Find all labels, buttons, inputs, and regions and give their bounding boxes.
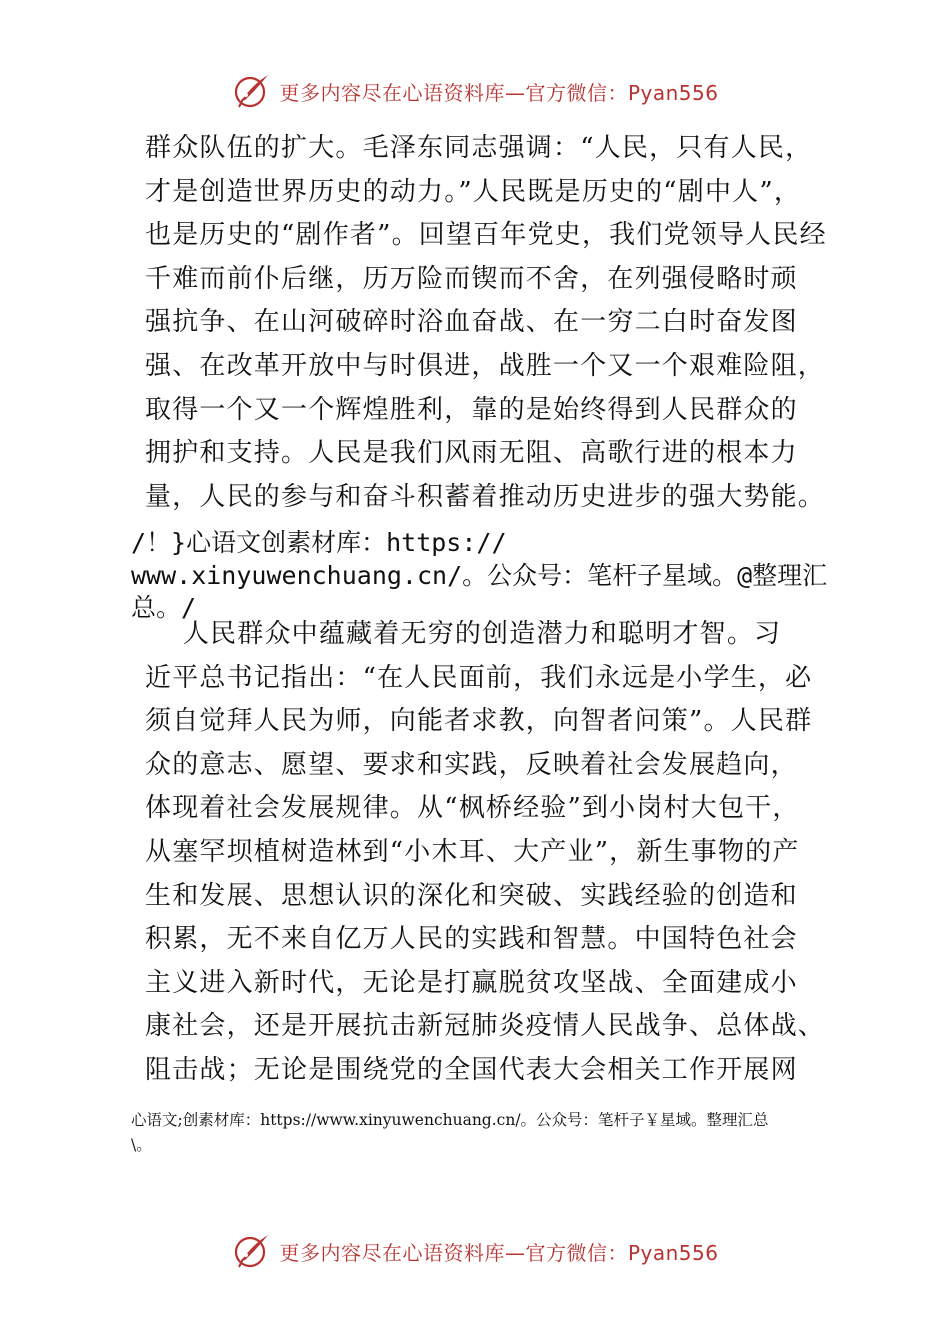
watermark-line: /！}心语文创素材库：https:// — [131, 528, 507, 557]
paragraph-1 — [145, 127, 825, 519]
text-line: 主义进入新时代，无论是打赢脱贫攻坚战、全面建成小 — [145, 967, 798, 998]
text-line: 拥护和支持。人民是我们风雨无阻、高歌行进的根本力 — [145, 438, 798, 469]
feather-pen-logo-icon — [231, 1231, 271, 1271]
paragraph-2 — [145, 613, 825, 1093]
text-line: 须自觉拜人民为师，向能者求教，向智者问策”。人民群 — [145, 706, 813, 737]
text-line: 强抗争、在山河破碎时浴血奋战、在一穷二白时奋发图 — [145, 307, 798, 338]
watermark-line: 总。/ — [131, 593, 197, 622]
header-banner — [0, 68, 950, 114]
footnote-line: 心语文;创素材库：https://www.xinyuwenchuang.cn/。公众号：笔杆子￥星域。整理汇总 — [131, 1111, 769, 1129]
text-line: 量，人民的参与和奋斗积蓄着推动历史进步的强大势能。 — [145, 481, 826, 512]
inline-watermark-text — [131, 527, 831, 625]
text-line: 众的意志、愿望、要求和实践，反映着社会发展趋向， — [145, 749, 798, 780]
text-line: 取得一个又一个辉煌胜利，靠的是始终得到人民群众的 — [145, 394, 798, 425]
footer-banner — [0, 1228, 950, 1274]
text-line: 才是创造世界历史的动力。”人民既是历史的“剧中人”， — [145, 176, 802, 207]
text-line: 近平总书记指出：“在人民面前，我们永远是小学生，必 — [145, 662, 813, 693]
footnote-line: \。 — [131, 1136, 152, 1154]
text-line: 也是历史的“剧作者”。回望百年党史，我们党领导人民经 — [145, 220, 827, 251]
text-line: 生和发展、思想认识的深化和突破、实践经验的创造和 — [145, 880, 798, 911]
text-line: 人民群众中蕴藏着无穷的创造潜力和聪明才智。习 — [145, 619, 782, 649]
text-line: 从塞罕坝植树造林到“小木耳、大产业”，新生事物的产 — [145, 836, 800, 867]
footnote-watermark — [131, 1108, 841, 1158]
text-line: 康社会，还是开展抗击新冠肺炎疫情人民战争、总体战、 — [145, 1011, 826, 1042]
header-banner-text: 更多内容尽在心语资料库—官方微信：Pyan556 — [279, 80, 719, 105]
text-line: 积累，无不来自亿万人民的实践和智慧。中国特色社会 — [145, 924, 798, 955]
feather-pen-logo-icon — [231, 71, 271, 111]
text-line: 体现着社会发展规律。从“枫桥经验”到小岗村大包干， — [145, 793, 800, 824]
footer-banner-text: 更多内容尽在心语资料库—官方微信：Pyan556 — [279, 1240, 719, 1265]
watermark-line: www.xinyuwenchuang.cn/。公众号：笔杆子星域。@整理汇 — [131, 560, 828, 590]
text-line: 阻击战；无论是围绕党的全国代表大会相关工作开展网 — [145, 1054, 798, 1085]
text-line: 强、在改革开放中与时俱进，战胜一个又一个艰难险阻， — [145, 350, 826, 381]
text-line: 群众队伍的扩大。毛泽东同志强调：“人民，只有人民， — [145, 133, 813, 163]
text-line: 千难而前仆后继，历万险而锲而不舍，在列强侵略时顽 — [145, 263, 798, 294]
